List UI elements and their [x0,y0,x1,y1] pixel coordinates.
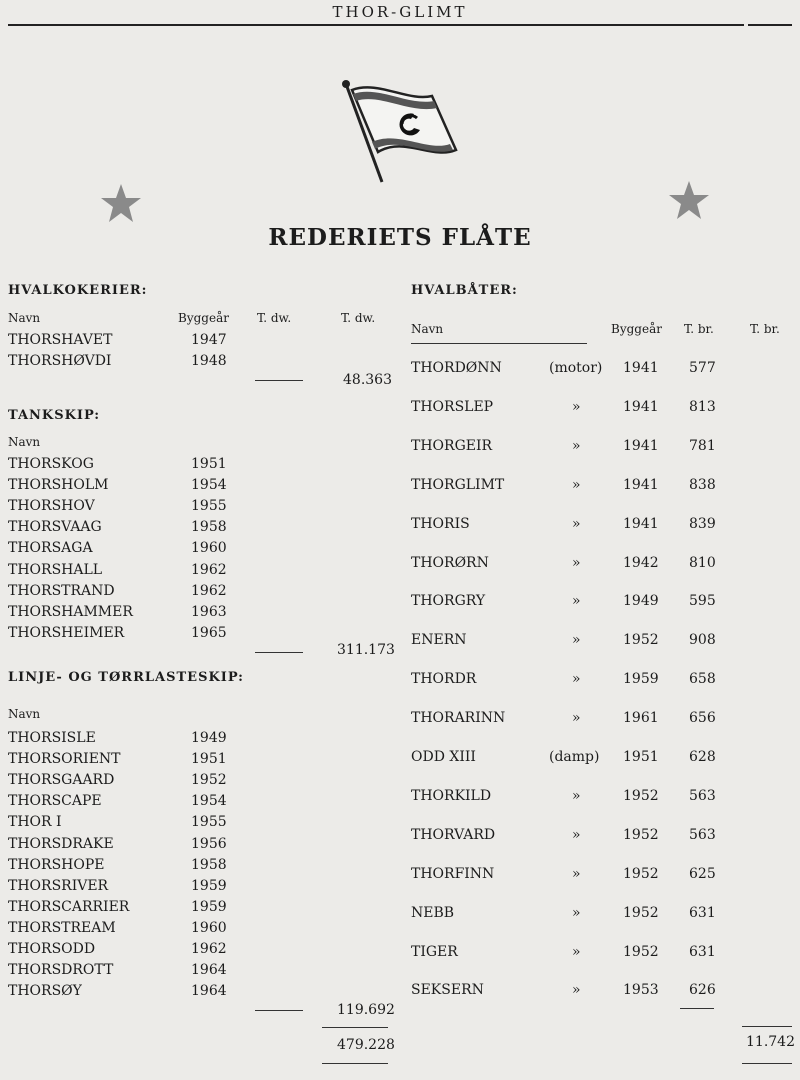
boat-name: ODD XIII [411,749,476,765]
ship-name: THORSRIVER [8,877,109,894]
ship-name: THORSDRAKE [8,835,114,852]
build-year: 1958 [191,519,227,536]
build-year: 1960 [191,919,227,936]
tonnage-br: 628 [689,749,716,765]
build-year: 1952 [623,787,659,804]
header-rule-right [748,24,792,26]
header-underline [411,343,587,344]
ship-name: THORSCAPE [8,793,102,810]
build-year: 1964 [191,962,227,979]
build-year: 1941 [623,437,659,454]
engine-note: » [572,787,581,804]
boat-name: THORDR [411,671,477,688]
page-title: REDERIETS FLÅTE [268,224,532,251]
column-label-dw: T. dw. [257,311,292,325]
boat-name: THORDØNN [411,360,502,376]
engine-note: » [572,632,581,649]
build-year: 1941 [623,476,659,493]
build-year: 1947 [191,332,227,348]
boat-name: THORVARD [411,826,496,843]
ship-name: THORSHØVDI [8,353,112,369]
tonnage-br: 810 [689,554,716,571]
build-year: 1951 [623,749,659,765]
section-heading-hvalbater: HVALBÅTER: [411,283,518,298]
build-year: 1942 [623,554,659,571]
column-label-year: Byggeår [611,322,662,336]
build-year: 1941 [623,360,659,376]
engine-note: » [572,943,581,960]
boat-name: THORKILD [411,787,492,804]
boat-name: SEKSERN [411,982,484,999]
column-label-total: T. dw. [341,311,376,325]
header-rule [8,24,744,26]
star-icon [668,180,710,220]
build-year: 1952 [623,904,659,921]
build-year: 1951 [191,751,227,768]
build-year: 1959 [191,877,227,894]
engine-note: » [572,710,581,727]
boat-name: THORGEIR [411,437,493,454]
build-year: 1953 [623,982,659,999]
tonnage-br: 781 [689,437,716,454]
ship-name: THORSISLE [8,730,96,746]
engine-note: » [572,904,581,921]
engine-note: » [572,671,581,688]
build-year: 1955 [191,814,227,831]
engine-note: » [572,593,581,610]
boat-name: THORSLEP [411,398,494,415]
ship-name: THOR I [8,814,62,831]
build-year: 1949 [191,730,227,746]
build-year: 1959 [623,671,659,688]
build-year: 1954 [191,793,227,810]
tonnage-br: 563 [689,787,716,804]
boat-name: THORIS [411,515,470,532]
tonnage-br: 563 [689,826,716,843]
subtotal-rule [680,1008,714,1009]
build-year: 1949 [623,593,659,610]
section-heading-linje: LINJE- OG TØRRLASTESKIP: [8,670,244,685]
build-year: 1962 [191,561,227,578]
boat-name: NEBB [411,904,455,921]
tonnage-br: 625 [689,865,716,882]
tonnage-br: 626 [689,982,716,999]
tonnage-br: 813 [689,398,716,415]
boat-name: THORARINN [411,710,506,727]
total-rule [742,1063,792,1064]
build-year: 1960 [191,540,227,557]
ship-name: THORSKOG [8,456,94,472]
build-year: 1961 [623,710,659,727]
grand-total: 479.228 [337,1037,395,1053]
grand-total-rule [322,1027,388,1028]
ship-name: THORSHOV [8,498,95,515]
boat-name: THORGRY [411,593,486,610]
ship-name: THORSDROTT [8,962,114,979]
ship-name: THORSØY [8,983,82,1000]
build-year: 1959 [191,898,227,915]
column-label-br: T. br. [684,322,714,336]
company-flag-icon [338,78,464,186]
build-year: 1941 [623,398,659,415]
build-year: 1952 [623,943,659,960]
engine-note: » [572,437,581,454]
page-header: THOR-GLIMT [332,3,468,21]
ship-name: THORSHEIMER [8,624,125,641]
star-icon [100,183,142,223]
build-year: 1952 [623,826,659,843]
tonnage-br: 908 [689,632,716,649]
column-label-name: Navn [8,435,41,449]
build-year: 1954 [191,477,227,494]
build-year: 1948 [191,353,227,369]
build-year: 1956 [191,835,227,852]
engine-note: » [572,398,581,415]
build-year: 1958 [191,856,227,873]
engine-note: » [572,826,581,843]
engine-note: » [572,982,581,999]
build-year: 1952 [191,772,227,789]
subtotal-tankskip: 311.173 [337,642,395,658]
engine-note: (motor) [549,360,603,376]
build-year: 1962 [191,941,227,957]
ship-name: THORSHALL [8,561,103,578]
ship-name: THORSHAVET [8,332,113,348]
subtotal-rule [255,1010,303,1011]
boat-name: THORFINN [411,865,495,882]
engine-note: » [572,554,581,571]
engine-note: » [572,865,581,882]
subtotal-rule [255,380,303,381]
boat-name: THORØRN [411,554,489,571]
boat-name: TIGER [411,943,458,960]
ship-name: THORSHAMMER [8,603,133,620]
tonnage-br: 839 [689,515,716,532]
tonnage-br: 577 [689,360,716,376]
engine-note: » [572,515,581,532]
build-year: 1941 [623,515,659,532]
build-year: 1952 [623,632,659,649]
build-year: 1962 [191,582,227,599]
ship-name: THORSAGA [8,540,93,557]
build-year: 1963 [191,603,227,620]
ship-name: THORSHOPE [8,856,105,873]
total-rule [742,1026,792,1027]
column-label-year: Byggeår [178,311,229,325]
column-label-name: Navn [8,311,41,325]
engine-note: » [572,476,581,493]
tonnage-br: 631 [689,943,716,960]
column-label-name: Navn [8,707,41,721]
tonnage-br: 631 [689,904,716,921]
build-year: 1964 [191,983,227,1000]
tonnage-br: 838 [689,476,716,493]
ship-name: THORSODD [8,941,96,957]
column-label-name: Navn [411,322,444,336]
ship-name: THORSGAARD [8,772,115,789]
subtotal-rule [255,652,303,653]
ship-name: THORSORIENT [8,751,121,768]
tonnage-br: 658 [689,671,716,688]
section-heading-hvalkokerier: HVALKOKERIER: [8,283,148,298]
subtotal-linje: 119.692 [337,1002,395,1018]
build-year: 1951 [191,456,227,472]
grand-total-rule [322,1063,388,1064]
tonnage-br: 595 [689,593,716,610]
ship-name: THORSCARRIER [8,898,130,915]
ship-name: THORSTRAND [8,582,115,599]
ship-name: THORSVAAG [8,519,102,536]
total-hvalbater: 11.742 [746,1034,795,1050]
build-year: 1965 [191,624,227,641]
tonnage-br: 656 [689,710,716,727]
engine-note: (damp) [549,749,600,765]
section-heading-tankskip: TANKSKIP: [8,408,101,423]
boat-name: THORGLIMT [411,476,505,493]
build-year: 1955 [191,498,227,515]
ship-name: THORSHOLM [8,477,109,494]
build-year: 1952 [623,865,659,882]
boat-name: ENERN [411,632,467,649]
subtotal-hvalkokerier: 48.363 [343,372,392,388]
column-label-total: T. br. [750,322,780,336]
ship-name: THORSTREAM [8,919,116,936]
